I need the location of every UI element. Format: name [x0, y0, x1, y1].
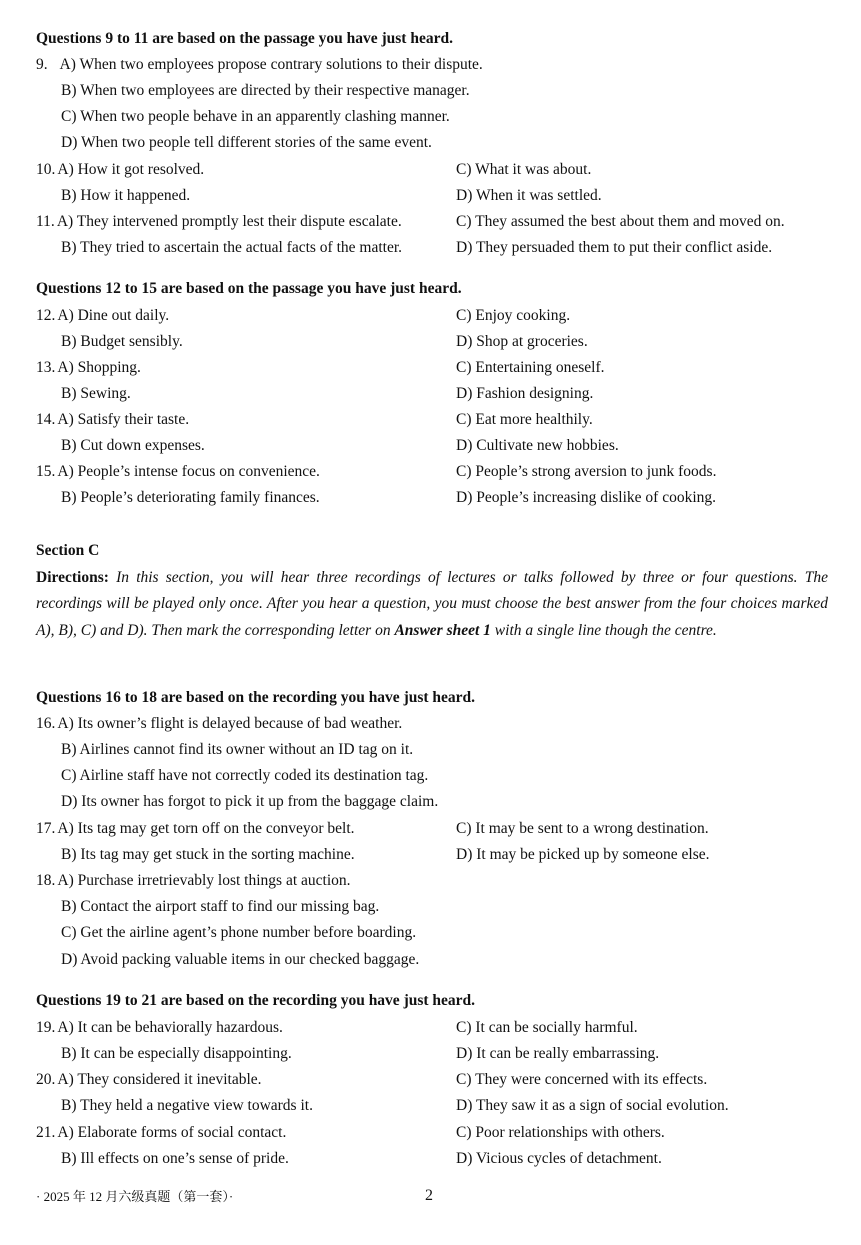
group-heading-19-21: Questions 19 to 21 are based on the recording you have just heard.: [36, 992, 476, 1009]
option-a: A) They intervened promptly lest their dispute escalate.: [56, 213, 402, 230]
option-c: C) When two people behave in an apparently clashing manner.: [61, 108, 450, 125]
option-d: D) Cultivate new hobbies.: [456, 437, 619, 454]
option-a: A) They considered it inevitable.: [57, 1071, 262, 1088]
question-20: [36, 1068, 262, 1092]
option-c: C) Poor relationships with others.: [456, 1124, 665, 1141]
option-b: B) It can be especially disappointing.: [61, 1045, 292, 1062]
group-heading-12-15: Questions 12 to 15 are based on the passage you have just heard.: [36, 280, 462, 297]
option-b: B) Contact the airport staff to find our missing bag.: [61, 898, 380, 915]
group-heading-9-11: Questions 9 to 11 are based on the passage you have just heard.: [36, 30, 453, 47]
option-c: C) Enjoy cooking.: [456, 307, 571, 324]
option-d: D) People’s increasing dislike of cooking.: [456, 489, 717, 506]
option-c: C) They were concerned with its effects.: [456, 1071, 708, 1088]
option-a: A) When two employees propose contrary solutions to their dispute.: [59, 56, 483, 73]
directions-text-end: with a single line though the centre.: [494, 621, 717, 639]
option-d: D) Shop at groceries.: [456, 333, 588, 350]
question-15: [36, 460, 320, 484]
question-number: 16.: [36, 715, 56, 732]
option-c: C) It can be socially harmful.: [456, 1019, 638, 1036]
option-c: C) Eat more healthily.: [456, 411, 593, 428]
answer-sheet-label: Answer sheet 1: [394, 621, 491, 639]
option-b: B) Sewing.: [61, 385, 131, 402]
directions-label: Directions:: [36, 569, 109, 586]
option-a: A) Its tag may get torn off on the conveyor belt.: [57, 820, 355, 837]
question-14: [36, 408, 189, 432]
option-a: A) People’s intense focus on convenience.: [57, 463, 320, 480]
option-c: C) People’s strong aversion to junk foods.: [456, 463, 717, 480]
option-d: D) It can be really embarrassing.: [456, 1045, 660, 1062]
option-c: C) What it was about.: [456, 161, 592, 178]
option-b: B) They tried to ascertain the actual facts of the matter.: [61, 239, 403, 256]
option-b: B) Budget sensibly.: [61, 333, 183, 350]
option-d: D) They persuaded them to put their conflict aside.: [456, 239, 773, 256]
question-number: 12.: [36, 307, 56, 324]
question-number: 21.: [36, 1124, 56, 1141]
question-number: 15.: [36, 463, 56, 480]
option-c: C) They assumed the best about them and moved on.: [456, 213, 785, 230]
option-d: D) When it was settled.: [456, 187, 602, 204]
directions-text: In this section, you will hear three recordings of lectures or talks followed by three or four questions. The recordings will be played only once. After you hear a question, you must choose the best answer from the four choices marked A), B), C) and D). Then mark the corresponding letter on: [36, 569, 828, 639]
page-footer: · 2025 年 12 月六级真题（第一套）·: [36, 1189, 234, 1204]
option-b: B) Cut down expenses.: [61, 437, 205, 454]
question-11: [36, 210, 402, 234]
option-d: D) It may be picked up by someone else.: [456, 846, 710, 863]
question-number: 14.: [36, 411, 56, 428]
option-d: D) When two people tell different stories of the same event.: [61, 134, 432, 151]
question-21: [36, 1121, 286, 1145]
group-heading-16-18: Questions 16 to 18 are based on the recording you have just heard.: [36, 689, 476, 706]
question-19: [36, 1016, 283, 1040]
page-number: 2: [425, 1187, 433, 1204]
question-number: 11.: [36, 213, 55, 230]
question-number: 9.: [36, 56, 48, 73]
option-b: B) Airlines cannot find its owner without an ID tag on it.: [61, 741, 414, 758]
option-d: D) Vicious cycles of detachment.: [456, 1150, 662, 1167]
section-title: Section C: [36, 542, 100, 559]
option-b: B) People’s deteriorating family finances.: [61, 489, 320, 506]
question-number: 18.: [36, 872, 56, 889]
question-number: 17.: [36, 820, 56, 837]
option-c: C) It may be sent to a wrong destination.: [456, 820, 709, 837]
question-17: [36, 817, 355, 841]
option-c: C) Airline staff have not correctly coded its destination tag.: [61, 767, 429, 784]
question-number: 20.: [36, 1071, 56, 1088]
question-18: [36, 869, 351, 893]
option-b: B) Ill effects on one’s sense of pride.: [61, 1150, 289, 1167]
option-d: D) Fashion designing.: [456, 385, 594, 402]
question-number: 13.: [36, 359, 56, 376]
option-a: A) Dine out daily.: [57, 307, 170, 324]
option-a: A) Satisfy their taste.: [57, 411, 190, 428]
option-a: A) Purchase irretrievably lost things at auction.: [57, 872, 351, 889]
option-a: A) Shopping.: [57, 359, 141, 376]
question-10: [36, 158, 204, 182]
section-directions: [36, 565, 828, 644]
option-a: A) Elaborate forms of social contact.: [57, 1124, 287, 1141]
option-b: B) When two employees are directed by their respective manager.: [61, 82, 470, 99]
option-a: A) It can be behaviorally hazardous.: [57, 1019, 283, 1036]
option-b: B) Its tag may get stuck in the sorting machine.: [61, 846, 355, 863]
question-16: [36, 712, 402, 736]
question-number: 10.: [36, 161, 56, 178]
question-13: [36, 356, 141, 380]
option-a: A) How it got resolved.: [57, 161, 205, 178]
question-9: [36, 53, 483, 77]
option-b: B) How it happened.: [61, 187, 191, 204]
question-12: [36, 304, 169, 328]
option-c: C) Entertaining oneself.: [456, 359, 605, 376]
option-b: B) They held a negative view towards it.: [61, 1097, 313, 1114]
option-d: D) Its owner has forgot to pick it up from the baggage claim.: [61, 793, 439, 810]
option-d: D) Avoid packing valuable items in our checked baggage.: [61, 951, 420, 968]
option-c: C) Get the airline agent’s phone number before boarding.: [61, 924, 417, 941]
option-a: A) Its owner’s flight is delayed because of bad weather.: [57, 715, 403, 732]
question-number: 19.: [36, 1019, 56, 1036]
option-d: D) They saw it as a sign of social evolution.: [456, 1097, 729, 1114]
